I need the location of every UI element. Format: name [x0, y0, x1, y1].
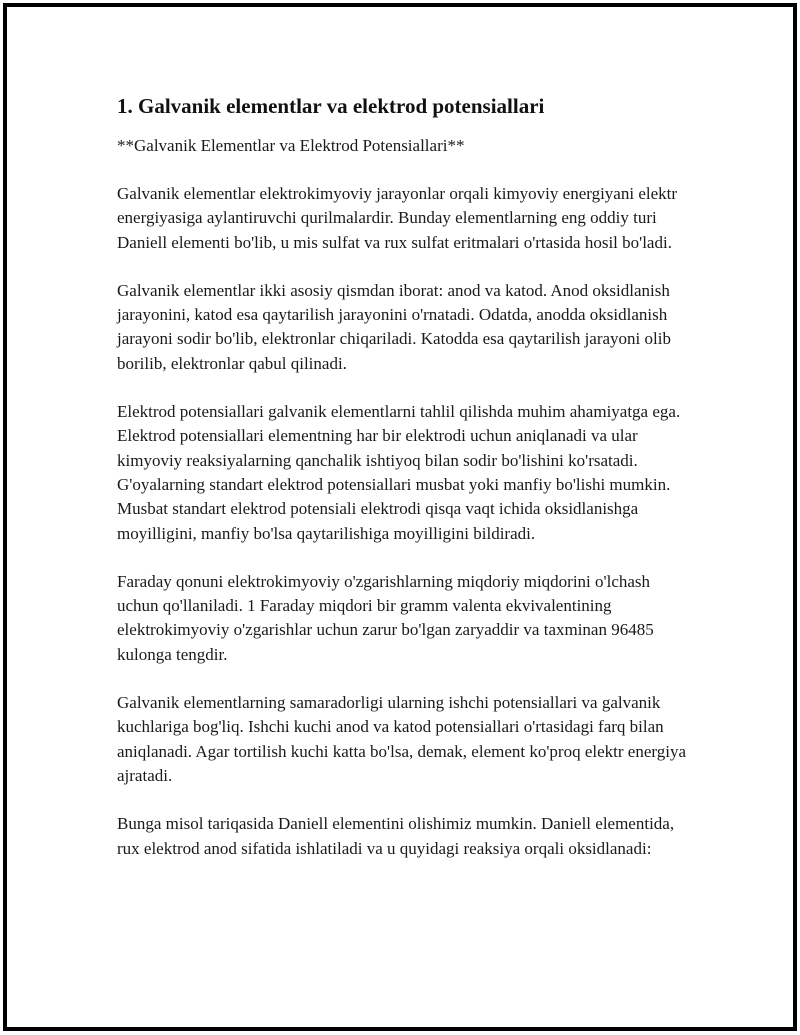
document-subtitle: **Galvanik Elementlar va Elektrod Potensiallari**: [117, 136, 465, 155]
paragraph-3: Elektrod potensiallari galvanik elementlarni tahlil qilishda muhim ahamiyatga ega. Elektrod potensiallari elementning har bir elektrodi uchun aniqlanadi va ular kimyoviy reaksiyalarning qanchalik ishtiyoq bilan sodir bo'lishini ko'rsatadi. G'oyalarning standart elektrod potensiallari musbat yoki manfiy bo'lishi mumkin. Musbat standart elektrod potensiali elektrodi qisqa vaqt ichida oksidlanishga moyilligini, manfiy bo'lsa qaytarilishiga moyilligini bildiradi.: [117, 402, 681, 543]
paragraph-6: Bunga misol tariqasida Daniell elementini olishimiz mumkin. Daniell elementida, rux elektrod anod sifatida ishlatiladi va u quyidagi reaksiya orqali oksidlanadi:: [117, 814, 675, 858]
paragraph-2: Galvanik elementlar ikki asosiy qismdan iborat: anod va katod. Anod oksidlanish jarayonini, katod esa qaytarilish jarayonini o'rnatadi. Odatda, anodda oksidlanish jarayoni sodir bo'lib, elektronlar chiqariladi. Katodda esa qaytarilish jarayoni olib borilib, elektronlar qabul qilinadi.: [117, 280, 671, 373]
paragraph-4: Faraday qonuni elektrokimyoviy o'zgarishlarning miqdoriy miqdorini o'lchash uchun qo'llaniladi. 1 Faraday miqdori bir gramm valenta ekvivalentining elektrokimyoviy o'zgarishlar uchun zarur bo'lgan zaryaddir va taxminan 96485 kulonga tengdir.: [117, 571, 654, 664]
document-body: [117, 92, 692, 885]
paragraph-1: Galvanik elementlar elektrokimyoviy jarayonlar orqali kimyoviy energiyani elektr energiyasiga aylantiruvchi qurilmalardir. Bunday elementlarning eng oddiy turi Daniell elementi bo'lib, u mis sulfat va rux sulfat eritmalari o'rtasida hosil bo'ladi.: [117, 184, 678, 252]
document-title: 1. Galvanik elementlar va elektrod potensiallari: [117, 94, 545, 118]
paragraph-5: Galvanik elementlarning samaradorligi ularning ishchi potensiallari va galvanik kuchlariga bog'liq. Ishchi kuchi anod va katod potensiallari o'rtasidagi farq bilan aniqlanadi. Agar tortilish kuchi katta bo'lsa, demak, element ko'proq elektr energiya ajratadi.: [117, 693, 687, 785]
